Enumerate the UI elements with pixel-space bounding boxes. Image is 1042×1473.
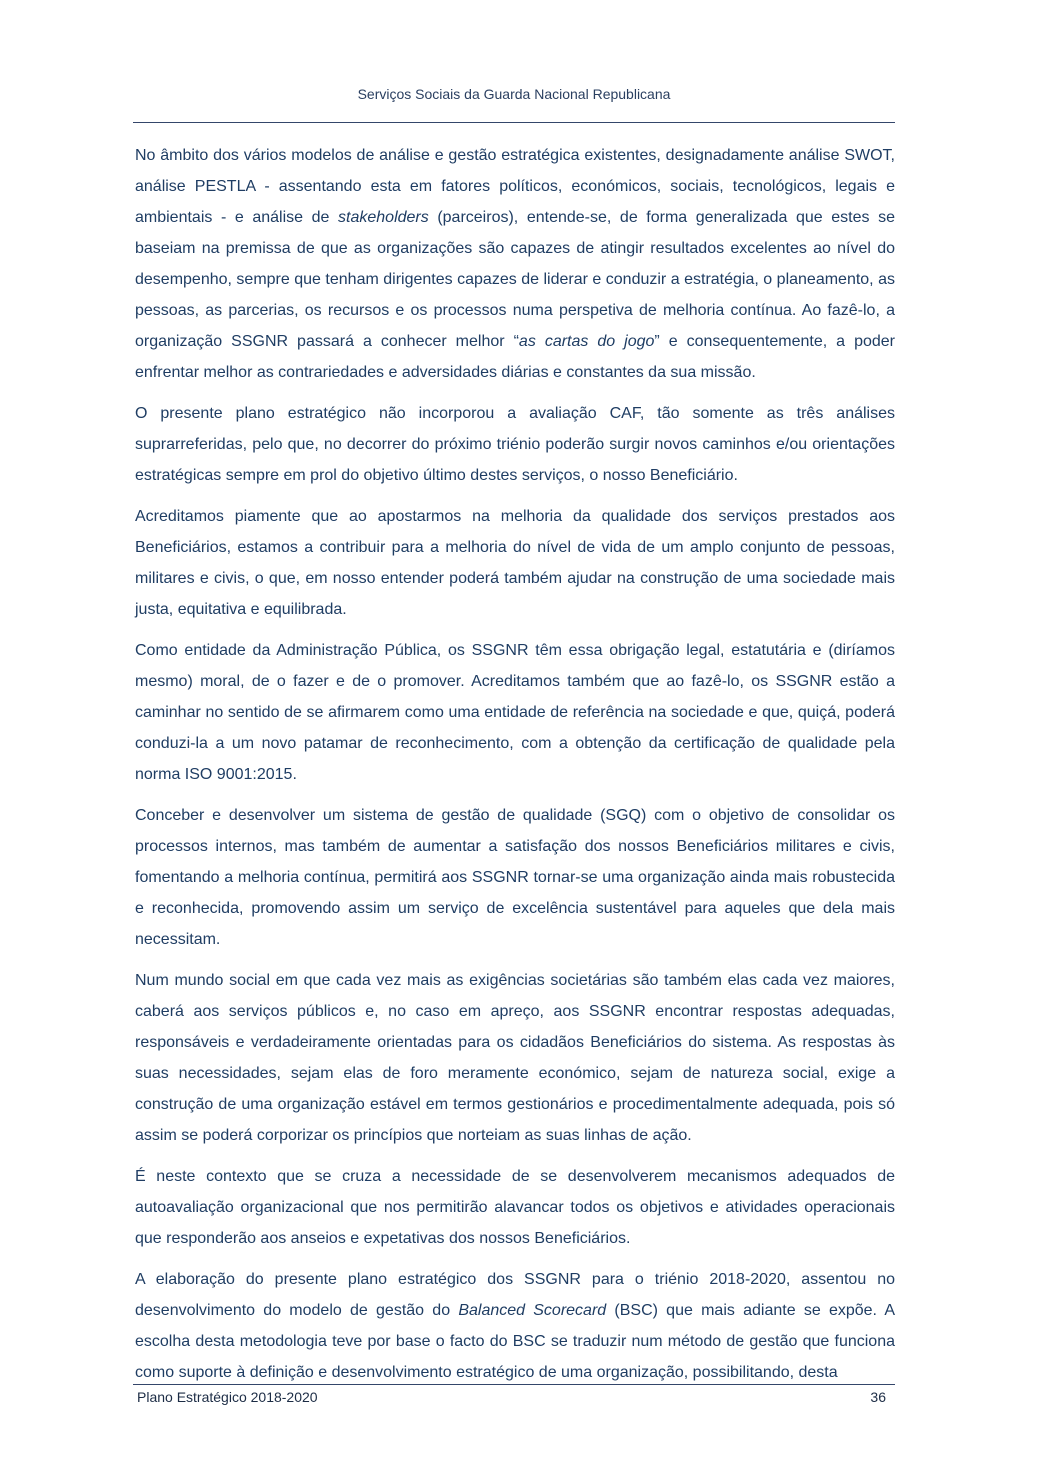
paragraph-8-text-a: A elaboração do presente plano estratégico dos SSGNR para o triénio 2018-2020, assentou no desenvolvimento do modelo de gestão do <box>135 1271 895 1319</box>
paragraph-1 <box>135 140 895 388</box>
paragraph-1-italic-cartas: as cartas do jogo <box>518 333 655 350</box>
paragraph-1-text-a: No âmbito dos vários modelos de análise e gestão estratégica existentes, designadamente análise SWOT, análise PESTLA - assentando esta em fatores políticos, económicos, sociais, tecnológicos, legais e ambientais - e análise de <box>135 147 895 226</box>
paragraph-8-text-c: (BSC) que mais adiante se expõe. A escolha desta metodologia teve por base o facto do BSC se traduzir num método de gestão que funciona como suporte à definição e desenvolvimento estratégico de uma organização, possibilitando, desta <box>135 1302 895 1381</box>
footer-divider <box>133 1384 895 1385</box>
paragraph-1-text-c: (parceiros), entende-se, de forma generalizada que estes se baseiam na premissa de que as organizações são capazes de atingir resultados excelentes ao nível do desempenho, sempre que tenham dirigentes capazes de liderar e conduzir a estratégia, o planeamento, as pessoas, as parcerias, os recursos e os processos numa perspetiva de melhoria contínua. Ao fazê-lo, a organização SSGNR passará a conhecer melhor “ <box>135 209 895 350</box>
paragraph-6: Num mundo social em que cada vez mais as exigências societárias são também elas cada vez maiores, caberá aos serviços públicos e, no caso em apreço, aos SSGNR encontrar respostas adequadas, responsáveis e verdadeiramente orientadas para os cidadãos Beneficiários do sistema. As respostas às suas necessidades, sejam elas de foro meramente económico, sejam de natureza social, exige a construção de uma organização estável em termos gestionários e procedimentalmente adequada, pois só assim se poderá corporizar os princípios que norteiam as suas linhas de ação. <box>135 972 895 1144</box>
page-header: Serviços Sociais da Guarda Nacional Republicana <box>357 86 671 102</box>
page-number: 36 <box>870 1389 886 1405</box>
paragraph-1-text-e: ” e consequentemente, a poder enfrentar melhor as contrariedades e adversidades diárias e constantes da sua missão. <box>135 333 895 381</box>
paragraph-8-italic-bsc: Balanced Scorecard <box>458 1302 607 1319</box>
paragraph-7: É neste contexto que se cruza a necessidade de se desenvolverem mecanismos adequados de autoavaliação organizacional que nos permitirão alavancar todos os objetivos e atividades operacionais que responderão aos anseios e expetativas dos nossos Beneficiários. <box>135 1168 895 1247</box>
paragraph-1-italic-stakeholders: stakeholders <box>338 209 429 226</box>
paragraph-4: Como entidade da Administração Pública, os SSGNR têm essa obrigação legal, estatutária e (diríamos mesmo) moral, de o fazer e de o promover. Acreditamos também que ao fazê-lo, os SSGNR estão a caminhar no sentido de se afirmarem como uma entidade de referência na sociedade e que, quiçá, poderá conduzi-la a um novo patamar de reconhecimento, com a obtenção da certificação de qualidade pela norma ISO 9001:2015. <box>135 642 895 783</box>
document-body <box>135 140 895 1398</box>
paragraph-2: O presente plano estratégico não incorporou a avaliação CAF, tão somente as três análises suprarreferidas, pelo que, no decorrer do próximo triénio poderão surgir novos caminhos e/ou orientações estratégicas sempre em prol do objetivo último destes serviços, o nosso Beneficiário. <box>135 405 895 484</box>
paragraph-8 <box>135 1264 895 1388</box>
paragraph-5: Conceber e desenvolver um sistema de gestão de qualidade (SGQ) com o objetivo de consolidar os processos internos, mas também de aumentar a satisfação dos nossos Beneficiários militares e civis, fomentando a melhoria contínua, permitirá aos SSGNR tornar-se uma organização ainda mais robustecida e reconhecida, promovendo assim um serviço de excelência sustentável para aqueles que dela mais necessitam. <box>135 807 895 948</box>
footer-document-title: Plano Estratégico 2018-2020 <box>137 1389 318 1405</box>
header-divider <box>133 122 895 123</box>
paragraph-3: Acreditamos piamente que ao apostarmos na melhoria da qualidade dos serviços prestados aos Beneficiários, estamos a contribuir para a melhoria do nível de vida de um amplo conjunto de pessoas, militares e civis, o que, em nosso entender poderá também ajudar na construção de uma sociedade mais justa, equitativa e equilibrada. <box>135 508 895 618</box>
